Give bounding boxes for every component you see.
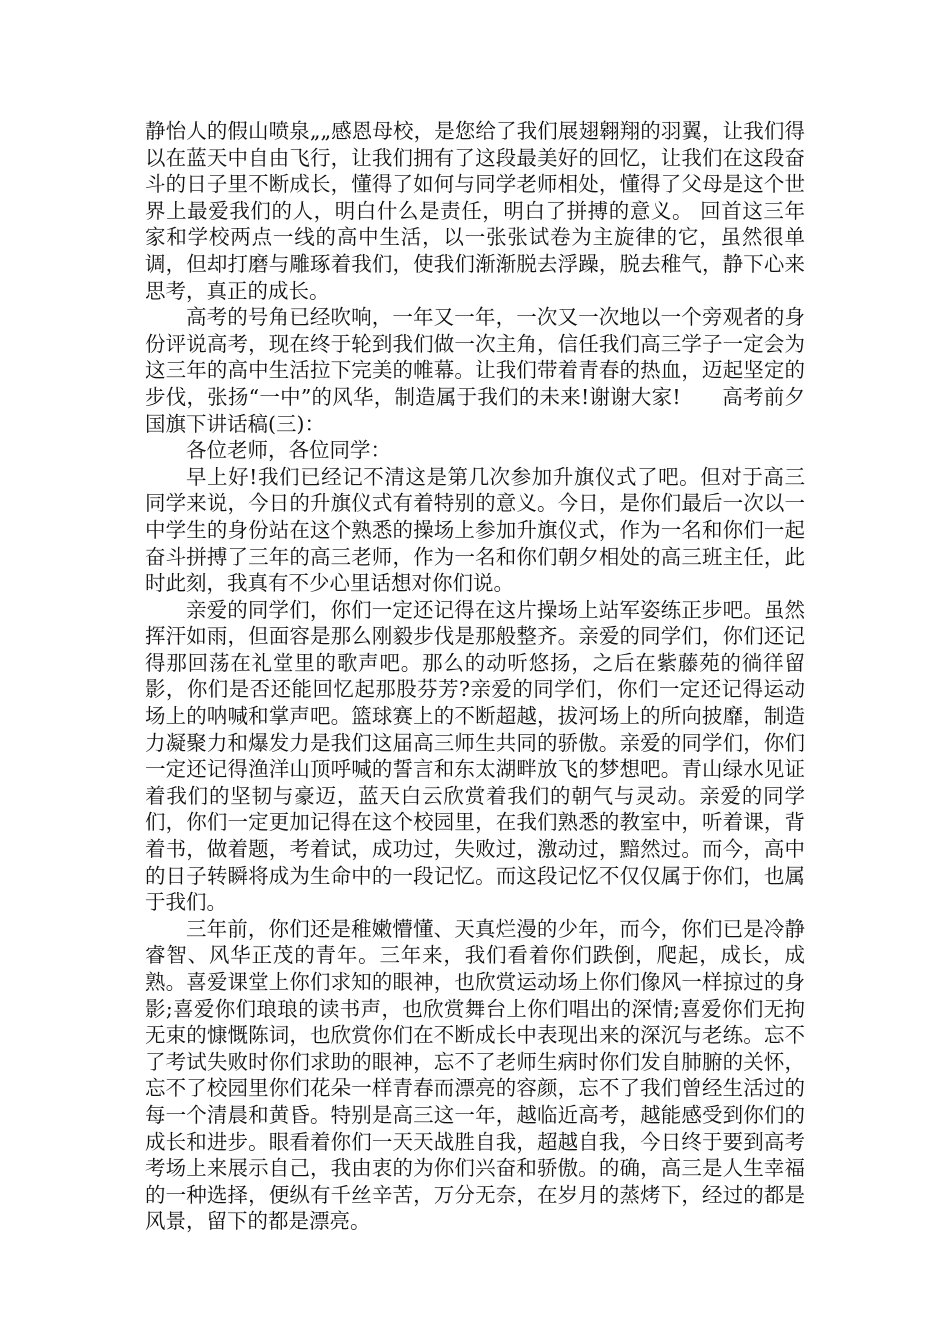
paragraph-good-morning: 早上好!我们已经记不清这是第几次参加升旗仪式了吧。但对于高三同学来说，今日的升旗仪式有着特别的意义。今日，是你们最后一次以一中学生的身份站在这个熟悉的操场上参加升旗仪式，作为一名和你们一起奋斗拼搏了三年的高三老师，作为一名和你们朝夕相处的高三班主任，此时此刻，我真有不少心里话想对你们说。 bbox=[145, 464, 805, 596]
paragraph-continuation: 静怡人的假山喷泉„„感恩母校，是您给了我们展翅翱翔的羽翼，让我们得以在蓝天中自由飞行，让我们拥有了这段最美好的回忆，让我们在这段奋斗的日子里不断成长，懂得了如何与同学老师相处，懂得了父母是这个世界上最爱我们的人，明白什么是责任，明白了拼搏的意义。 回首这三年家和学校两点一线的高中生活，以一张张试卷为主旋律的它，虽然很单调，但却打磨与雕琢着我们，使我们渐渐脱去浮躁，脱去稚气，静下心来思考，真正的成长。 bbox=[145, 119, 805, 303]
paragraph-dear-students: 亲爱的同学们，你们一定还记得在这片操场上站军姿练正步吧。虽然挥汗如雨，但面容是那么刚毅步伐是那般整齐。亲爱的同学们，你们还记得那回荡在礼堂里的歌声吧。那么的动听悠扬，之后在紫藤苑的徜徉留影，你们是否还能回忆起那股芬芳?亲爱的同学们，你们一定还记得运动场上的呐喊和掌声吧。篮球赛上的不断超越，拔河场上的所向披靡，制造力凝聚力和爆发力是我们这届高三师生共同的骄傲。亲爱的同学们，你们一定还记得渔洋山顶呼喊的誓言和东太湖畔放飞的梦想吧。青山绿水见证着我们的坚韧与豪迈，蓝天白云欣赏着我们的朝气与灵动。亲爱的同学们，你们一定更加记得在这个校园里，在我们熟悉的教室中，听着课，背着书，做着题，考着试，成功过，失败过，激动过，黯然过。而今，高中的日子转瞬将成为生命中的一段记忆。而这段记忆不仅仅属于你们，也属于我们。 bbox=[145, 597, 805, 915]
paragraph-exam-horn: 高考的号角已经吹响，一年又一年，一次又一次地以一个旁观者的身份评说高考，现在终于轮到我们做一次主角，信任我们高三学子一定会为这三年的高中生活拉下完美的帷幕。让我们带着青春的热血，迈起坚定的步伐，张扬“一中”的风华，制造属于我们的未来!谢谢大家! 高考前夕国旗下讲话稿(三)： bbox=[145, 305, 805, 436]
document-body bbox=[145, 118, 805, 1235]
paragraph-greeting: 各位老师，各位同学： bbox=[186, 438, 391, 463]
paragraph-three-years-ago: 三年前，你们还是稚嫩懵懂、天真烂漫的少年，而今，你们已是冷静睿智、风华正茂的青年。三年来，我们看着你们跌倒，爬起，成长，成熟。喜爱课堂上你们求知的眼神，也欣赏运动场上你们像风一样掠过的身影;喜爱你们琅琅的读书声，也欣赏舞台上你们唱出的深情;喜爱你们无拘无束的慷慨陈词，也欣赏你们在不断成长中表现出来的深沉与老练。忘不了考试失败时你们求助的眼神，忘不了老师生病时你们发自肺腑的关怀，忘不了校园里你们花朵一样青春而漂亮的容颜，忘不了我们曾经生活过的每一个清晨和黄昏。特别是高三这一年，越临近高考，越能感受到你们的成长和进步。眼看着你们一天天战胜自我，超越自我，今日终于要到高考考场上来展示自己，我由衷的为你们兴奋和骄傲。的确，高三是人生幸福的一种选择，便纵有千丝辛苦，万分无奈，在岁月的蒸烤下，经过的都是风景，留下的都是漂亮。 bbox=[145, 916, 805, 1234]
